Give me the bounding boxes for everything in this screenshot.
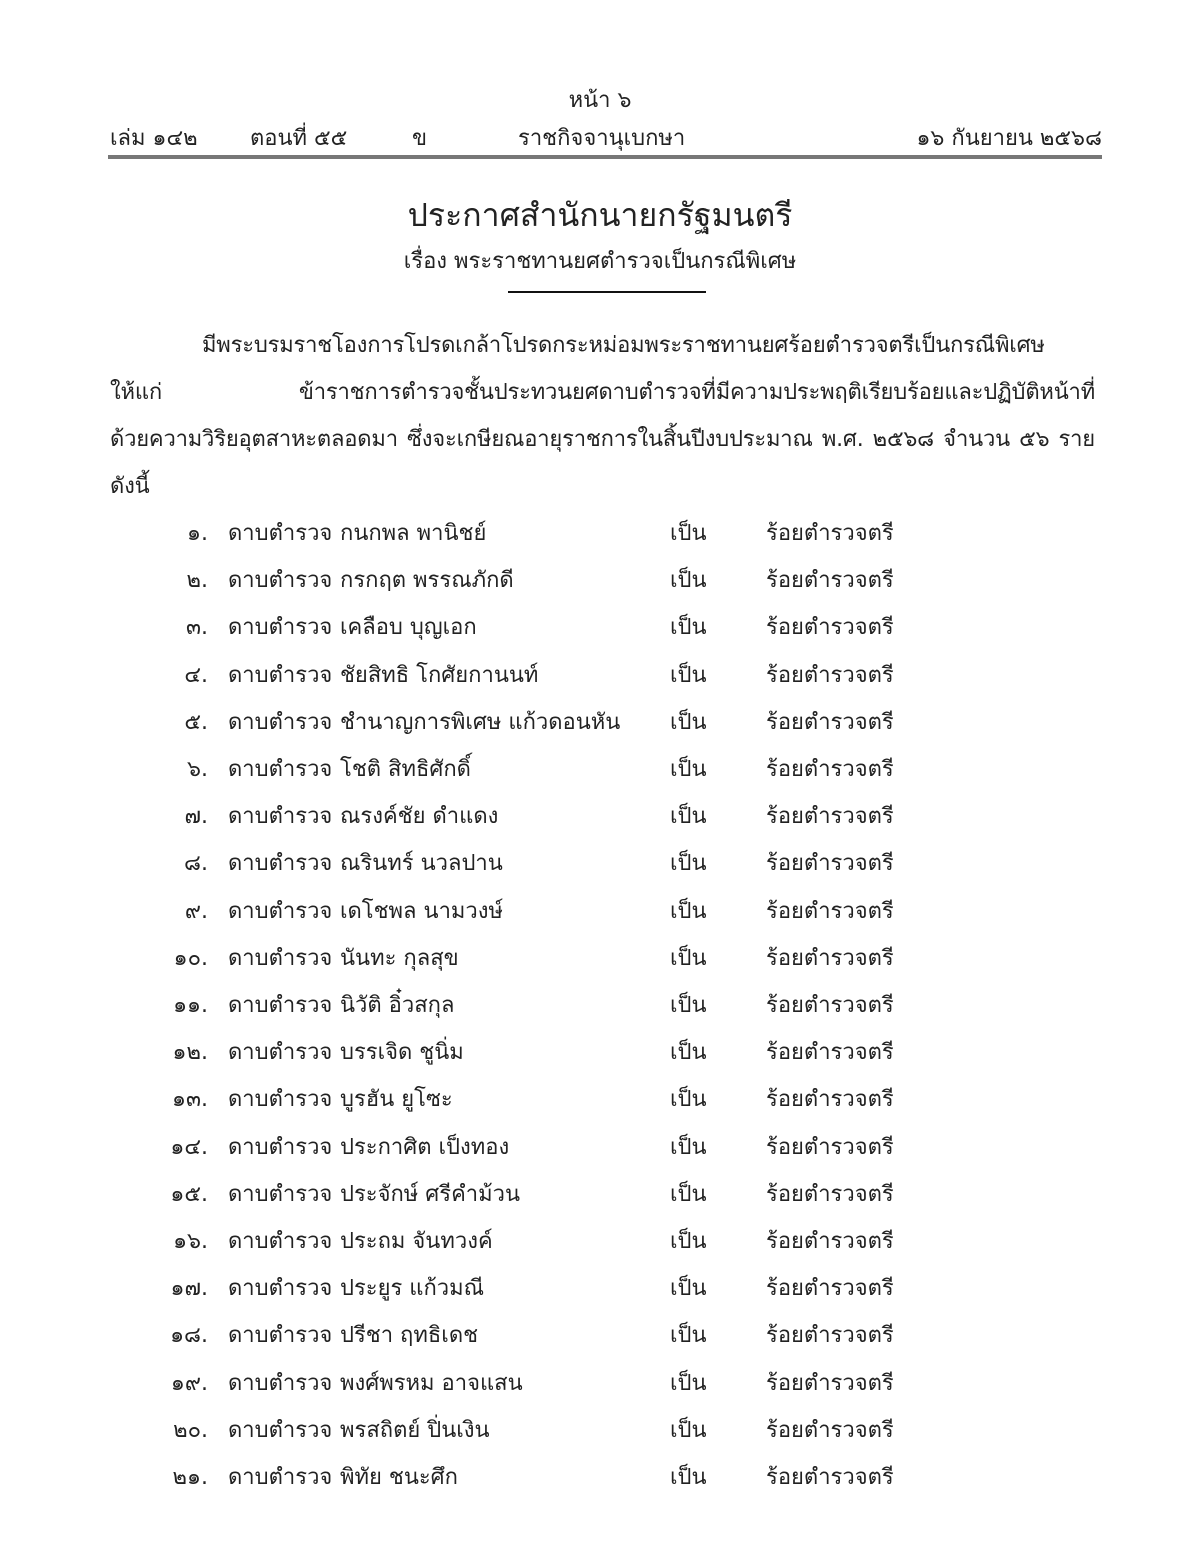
item-number: ๙. — [184, 898, 208, 924]
as-label: เป็น — [670, 1276, 707, 1302]
as-label: เป็น — [670, 521, 707, 546]
person-name: กรกฤต พรรณภักดี — [340, 568, 514, 594]
person-name: บรรเจิด ชูนิ่ม — [340, 1040, 464, 1066]
as-label: เป็น — [670, 1134, 707, 1160]
new-rank: ร้อยตำรวจตรี — [766, 568, 894, 594]
person-name: กนกพล พานิชย์ — [340, 521, 487, 546]
new-rank: ร้อยตำรวจตรี — [766, 709, 894, 735]
item-number: ๒. — [186, 568, 208, 594]
current-rank: ดาบตำรวจ — [228, 945, 333, 971]
as-label: เป็น — [670, 945, 707, 971]
item-number: ๑๔. — [170, 1134, 208, 1160]
as-label: เป็น — [670, 1040, 707, 1066]
new-rank: ร้อยตำรวจตรี — [766, 757, 894, 783]
item-number: ๒๑. — [172, 1465, 208, 1491]
section: ข — [412, 126, 428, 151]
paragraph-line: ให้แก่ ข้าราชการตำรวจชั้นประทวนยศดาบตำรวจที่มีความประพฤติเรียบร้อยและปฏิบัติหน้าที่ — [110, 380, 1095, 405]
person-name: ณรินทร์ นวลปาน — [340, 851, 503, 877]
person-name: ประถม จันทวงค์ — [340, 1229, 493, 1255]
paragraph-line: ด้วยความวิริยอุตสาหะตลอดมา ซึ่งจะเกษียณอายุราชการในสิ้นปีงบประมาณ พ.ศ. ๒๕๖๘ จำนวน ๕๖ ราย — [110, 427, 1095, 452]
person-name: พิทัย ชนะศึก — [340, 1465, 458, 1491]
current-rank: ดาบตำรวจ — [228, 1181, 333, 1207]
new-rank: ร้อยตำรวจตรี — [766, 851, 894, 877]
promotion-list — [98, 510, 1200, 1501]
item-number: ๑๗. — [170, 1276, 208, 1302]
as-label: เป็น — [670, 993, 707, 1019]
item-number: ๖. — [187, 757, 208, 783]
person-name: พรสถิตย์ ปิ่นเงิน — [340, 1417, 490, 1443]
new-rank: ร้อยตำรวจตรี — [766, 993, 894, 1019]
person-name: พงศ์พรหม อาจแสน — [340, 1370, 523, 1396]
new-rank: ร้อยตำรวจตรี — [766, 521, 894, 546]
new-rank: ร้อยตำรวจตรี — [766, 615, 894, 641]
item-number: ๑๖. — [173, 1229, 208, 1255]
current-rank: ดาบตำรวจ — [228, 1370, 333, 1396]
new-rank: ร้อยตำรวจตรี — [766, 804, 894, 830]
as-label: เป็น — [670, 1323, 707, 1349]
as-label: เป็น — [670, 615, 707, 641]
current-rank: ดาบตำรวจ — [228, 1134, 333, 1160]
issue: ตอนที่ ๕๕ — [250, 126, 348, 151]
new-rank: ร้อยตำรวจตรี — [766, 1181, 894, 1207]
new-rank: ร้อยตำรวจตรี — [766, 1229, 894, 1255]
person-name: นิวัติ อิ๋วสกุล — [340, 993, 455, 1019]
date: ๑๖ กันยายน ๒๕๖๘ — [916, 126, 1102, 151]
person-name: ชัยสิทธิ โกศัยกานนท์ — [340, 662, 539, 688]
announcement-subject: เรื่อง พระราชทานยศตำรวจเป็นกรณีพิเศษ — [403, 249, 797, 274]
paragraph-line: มีพระบรมราชโองการโปรดเกล้าโปรดกระหม่อมพระราชทานยศร้อยตำรวจตรีเป็นกรณีพิเศษ — [202, 333, 1045, 358]
current-rank: ดาบตำรวจ — [228, 662, 333, 688]
person-name: โชติ สิทธิศักดิ์ — [340, 757, 471, 783]
as-label: เป็น — [670, 804, 707, 830]
current-rank: ดาบตำรวจ — [228, 993, 333, 1019]
current-rank: ดาบตำรวจ — [228, 851, 333, 877]
header-rule — [108, 155, 1102, 159]
as-label: เป็น — [670, 851, 707, 877]
as-label: เป็น — [670, 662, 707, 688]
person-name: ชำนาญการพิเศษ แก้วดอนหัน — [340, 709, 621, 735]
item-number: ๑๑. — [173, 993, 208, 1019]
person-name: ปรีชา ฤทธิเดช — [340, 1323, 479, 1349]
person-name: บูรฮัน ยูโซะ — [340, 1087, 453, 1113]
current-rank: ดาบตำรวจ — [228, 1465, 333, 1491]
current-rank: ดาบตำรวจ — [228, 709, 333, 735]
item-number: ๑๕. — [170, 1181, 208, 1207]
person-name: เดโชพล นามวงษ์ — [340, 898, 504, 924]
as-label: เป็น — [670, 757, 707, 783]
person-name: นันทะ กุลสุข — [340, 945, 459, 971]
current-rank: ดาบตำรวจ — [228, 898, 333, 924]
current-rank: ดาบตำรวจ — [228, 757, 333, 783]
person-name: ประยูร แก้วมณี — [340, 1276, 485, 1302]
person-name: เคลือบ บุญเอก — [340, 615, 477, 641]
item-number: ๑. — [187, 521, 208, 546]
item-number: ๑๙. — [170, 1370, 208, 1396]
current-rank: ดาบตำรวจ — [228, 521, 333, 546]
current-rank: ดาบตำรวจ — [228, 1040, 333, 1066]
new-rank: ร้อยตำรวจตรี — [766, 1323, 894, 1349]
as-label: เป็น — [670, 1181, 707, 1207]
new-rank: ร้อยตำรวจตรี — [766, 1417, 894, 1443]
as-label: เป็น — [670, 709, 707, 735]
as-label: เป็น — [670, 1417, 707, 1443]
new-rank: ร้อยตำรวจตรี — [766, 1087, 894, 1113]
item-number: ๑๐. — [173, 945, 208, 971]
current-rank: ดาบตำรวจ — [228, 1323, 333, 1349]
person-name: ประจักษ์ ศรีคำม้วน — [340, 1181, 521, 1207]
new-rank: ร้อยตำรวจตรี — [766, 662, 894, 688]
new-rank: ร้อยตำรวจตรี — [766, 898, 894, 924]
volume: เล่ม ๑๔๒ — [110, 126, 198, 151]
new-rank: ร้อยตำรวจตรี — [766, 1040, 894, 1066]
paragraph-line: ดังนี้ — [110, 474, 150, 499]
new-rank: ร้อยตำรวจตรี — [766, 945, 894, 971]
new-rank: ร้อยตำรวจตรี — [766, 1134, 894, 1160]
new-rank: ร้อยตำรวจตรี — [766, 1370, 894, 1396]
new-rank: ร้อยตำรวจตรี — [766, 1465, 894, 1491]
item-number: ๑๓. — [172, 1087, 208, 1113]
title-divider — [508, 291, 706, 293]
item-number: ๑๘. — [170, 1323, 208, 1349]
person-name: ณรงค์ชัย ดำแดง — [340, 804, 499, 830]
item-number: ๕. — [184, 709, 208, 735]
item-number: ๒๐. — [173, 1417, 208, 1443]
current-rank: ดาบตำรวจ — [228, 1229, 333, 1255]
as-label: เป็น — [670, 1087, 707, 1113]
as-label: เป็น — [670, 568, 707, 594]
new-rank: ร้อยตำรวจตรี — [766, 1276, 894, 1302]
announcement-title: ประกาศสำนักนายกรัฐมนตรี — [407, 196, 793, 234]
announcement-body — [0, 322, 1200, 1501]
item-number: ๓. — [185, 615, 208, 641]
page-number: หน้า ๖ — [568, 88, 632, 113]
current-rank: ดาบตำรวจ — [228, 1276, 333, 1302]
gazette-name: ราชกิจจานุเบกษา — [518, 126, 686, 151]
item-number: ๔. — [184, 662, 208, 688]
as-label: เป็น — [670, 1370, 707, 1396]
item-number: ๘. — [184, 851, 208, 877]
person-name: ประกาศิต เป็งทอง — [340, 1134, 510, 1160]
as-label: เป็น — [670, 1465, 707, 1491]
as-label: เป็น — [670, 898, 707, 924]
item-number: ๗. — [184, 804, 208, 830]
item-number: ๑๒. — [172, 1040, 208, 1066]
current-rank: ดาบตำรวจ — [228, 568, 333, 594]
current-rank: ดาบตำรวจ — [228, 1417, 333, 1443]
current-rank: ดาบตำรวจ — [228, 1087, 333, 1113]
as-label: เป็น — [670, 1229, 707, 1255]
current-rank: ดาบตำรวจ — [228, 804, 333, 830]
current-rank: ดาบตำรวจ — [228, 615, 333, 641]
